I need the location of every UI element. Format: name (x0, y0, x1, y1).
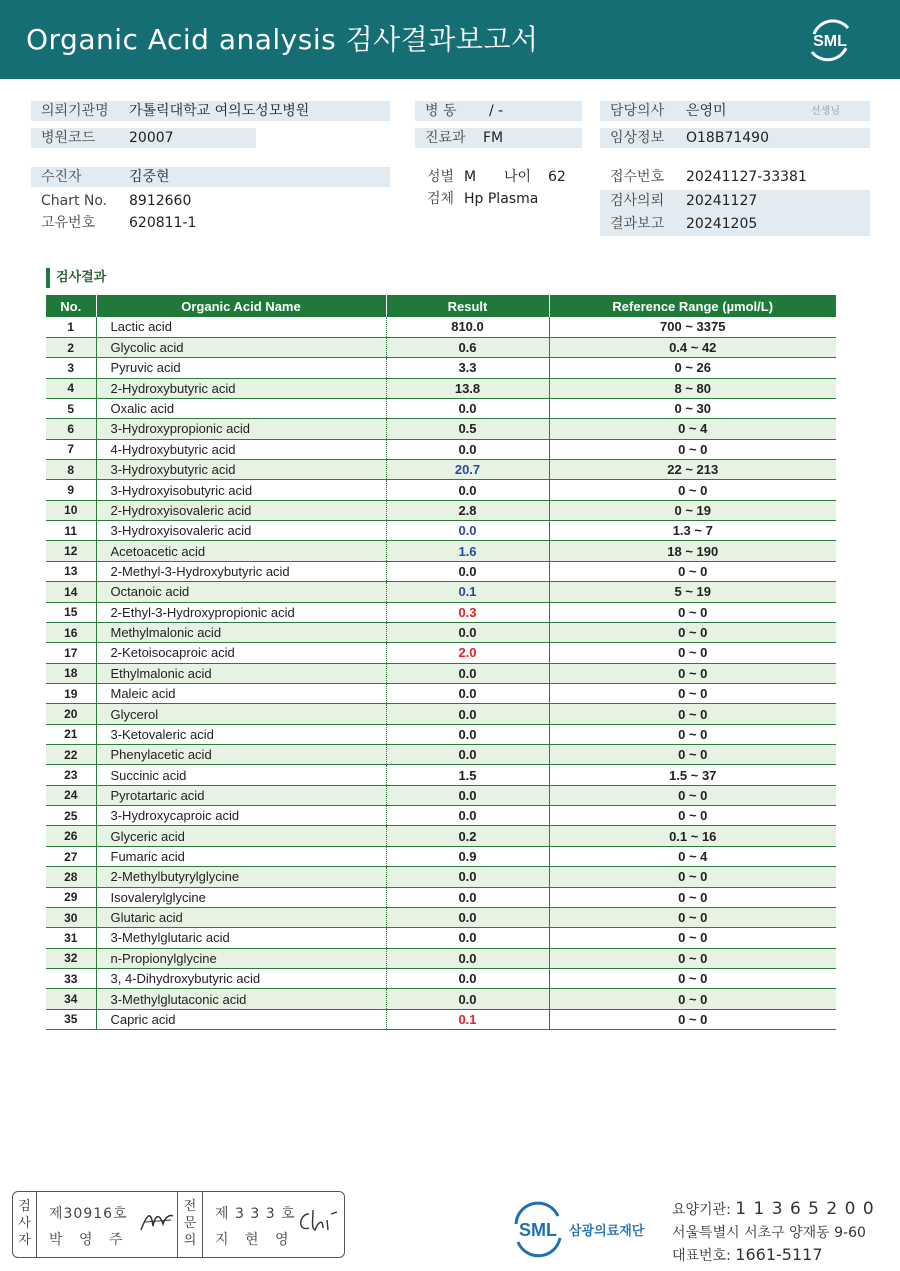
row-number: 8 (46, 460, 96, 480)
table-row (46, 948, 836, 968)
row-number: 13 (46, 561, 96, 581)
doctor-label: 담당의사 (610, 103, 665, 119)
acid-name: 3-Ketovaleric acid (96, 724, 386, 744)
result-value: 1.5 (386, 765, 549, 785)
reference-range: 0 ~ 0 (549, 602, 836, 622)
sex-value: M (464, 169, 477, 185)
table-row (46, 541, 836, 561)
reference-range: 0 ~ 0 (549, 989, 836, 1009)
table-body (46, 317, 836, 1030)
acid-name: Fumaric acid (96, 846, 386, 866)
acid-name: Glycolic acid (96, 337, 386, 357)
age-value: 62 (548, 169, 566, 185)
reference-range: 0 ~ 0 (549, 745, 836, 765)
result-value: 0.0 (386, 806, 549, 826)
reference-range: 0 ~ 0 (549, 928, 836, 948)
footer-address: 서울특별시 서초구 양재동 9-60 (672, 1225, 866, 1241)
row-number: 32 (46, 948, 96, 968)
reference-range: 0 ~ 0 (549, 785, 836, 805)
acid-name: Maleic acid (96, 683, 386, 703)
sex-age-field (415, 167, 582, 187)
table-row (46, 337, 836, 357)
row-number: 17 (46, 643, 96, 663)
result-value: 2.0 (386, 643, 549, 663)
sml-logo-icon (804, 14, 856, 66)
reference-range: 0 ~ 0 (549, 887, 836, 907)
table-row (46, 826, 836, 846)
acid-name: Pyrotartaric acid (96, 785, 386, 805)
result-value: 0.0 (386, 907, 549, 927)
specimen-value: Hp Plasma (464, 191, 539, 207)
acid-name: Glyceric acid (96, 826, 386, 846)
specialist-name: 지 현 영 (215, 1232, 295, 1248)
row-number: 26 (46, 826, 96, 846)
footer-logo-text: SML (519, 1220, 557, 1240)
table-row (46, 317, 836, 337)
table-row (46, 989, 836, 1009)
footer-org-name: 삼광의료재단 (569, 1224, 645, 1239)
report-title: Organic Acid analysis 검사결과보고서 (26, 23, 539, 56)
table-row (46, 969, 836, 989)
request-label: 검사의뢰 (610, 193, 665, 209)
reference-range: 0 ~ 0 (549, 683, 836, 703)
table-row (46, 398, 836, 418)
acid-name: Methylmalonic acid (96, 622, 386, 642)
row-number: 7 (46, 439, 96, 459)
reference-range: 0 ~ 0 (549, 480, 836, 500)
footer-code (672, 1199, 875, 1219)
report-label: 결과보고 (610, 216, 665, 232)
footer-phone (672, 1245, 823, 1265)
acid-name: 3-Methylglutaconic acid (96, 989, 386, 1009)
acid-name: 3, 4-Dihydroxybutyric acid (96, 969, 386, 989)
acid-name: Octanoic acid (96, 582, 386, 602)
receipt-field (600, 167, 870, 187)
table-row (46, 867, 836, 887)
reference-range: 18 ~ 190 (549, 541, 836, 561)
reference-range: 8 ~ 80 (549, 378, 836, 398)
table-row (46, 663, 836, 683)
acid-name: 3-Hydroxypropionic acid (96, 419, 386, 439)
acid-name: 3-Hydroxybutyric acid (96, 460, 386, 480)
result-value: 0.6 (386, 337, 549, 357)
acid-name: Phenylacetic acid (96, 745, 386, 765)
department-value: FM (483, 130, 504, 146)
acid-name: 3-Hydroxycaproic acid (96, 806, 386, 826)
clinical-field (600, 128, 870, 148)
acid-name: 2-Hydroxyisovaleric acid (96, 500, 386, 520)
row-number: 5 (46, 398, 96, 418)
report-value: 20241205 (686, 216, 758, 232)
row-number: 3 (46, 358, 96, 378)
acid-name: Ethylmalonic acid (96, 663, 386, 683)
reference-range: 0 ~ 4 (549, 419, 836, 439)
examiner-title (13, 1192, 37, 1257)
specialist-title (177, 1192, 203, 1257)
reference-range: 700 ~ 3375 (549, 317, 836, 337)
reference-range: 0.1 ~ 16 (549, 826, 836, 846)
unique-label: 고유번호 (41, 215, 96, 231)
institution-value: 가톨릭대학교 여의도성모병원 (129, 103, 310, 119)
logo-text: SML (813, 33, 847, 50)
row-number: 2 (46, 337, 96, 357)
row-number: 22 (46, 745, 96, 765)
table-row (46, 500, 836, 520)
result-value: 0.0 (386, 948, 549, 968)
specimen-field (415, 189, 582, 209)
reference-range: 0 ~ 0 (549, 622, 836, 642)
result-value: 0.0 (386, 704, 549, 724)
clinical-value: O18B71490 (686, 130, 769, 146)
patient-value: 김중현 (129, 169, 170, 185)
specialist-title-text: 전문의 (183, 1199, 197, 1248)
row-number: 19 (46, 683, 96, 703)
row-number: 27 (46, 846, 96, 866)
result-value: 0.1 (386, 1009, 549, 1029)
header-name: Organic Acid Name (96, 295, 386, 317)
table-row (46, 765, 836, 785)
footer-phone-label: 대표번호: (672, 1248, 731, 1264)
sex-label: 성별 (427, 169, 455, 185)
row-number: 31 (46, 928, 96, 948)
doctor-suffix: 선생님 (811, 106, 840, 117)
result-value: 0.0 (386, 561, 549, 581)
unique-field (31, 213, 390, 233)
result-value: 0.0 (386, 663, 549, 683)
result-value: 0.0 (386, 785, 549, 805)
acid-name: 3-Hydroxyisovaleric acid (96, 521, 386, 541)
acid-name: n-Propionylglycine (96, 948, 386, 968)
acid-name: Capric acid (96, 1009, 386, 1029)
result-value: 20.7 (386, 460, 549, 480)
row-number: 23 (46, 765, 96, 785)
result-value: 0.0 (386, 745, 549, 765)
table-row (46, 460, 836, 480)
result-value: 0.0 (386, 398, 549, 418)
row-number: 25 (46, 806, 96, 826)
clinical-label: 임상정보 (610, 130, 665, 146)
acid-name: 2-Ethyl-3-Hydroxypropionic acid (96, 602, 386, 622)
table-row (46, 704, 836, 724)
reference-range: 0.4 ~ 42 (549, 337, 836, 357)
row-number: 6 (46, 419, 96, 439)
ward-value: / - (489, 103, 504, 119)
signature-box (12, 1191, 345, 1258)
reference-range: 1.3 ~ 7 (549, 521, 836, 541)
result-value: 1.6 (386, 541, 549, 561)
table-row (46, 846, 836, 866)
row-number: 29 (46, 887, 96, 907)
result-value: 0.0 (386, 867, 549, 887)
row-number: 12 (46, 541, 96, 561)
acid-name: 2-Hydroxybutyric acid (96, 378, 386, 398)
acid-name: Succinic acid (96, 765, 386, 785)
reference-range: 1.5 ~ 37 (549, 765, 836, 785)
reference-range: 0 ~ 0 (549, 1009, 836, 1029)
result-value: 0.0 (386, 989, 549, 1009)
hospital-code-label: 병원코드 (41, 130, 96, 146)
results-table (46, 295, 836, 1030)
table-row (46, 907, 836, 927)
report-header (0, 0, 900, 79)
table-row (46, 561, 836, 581)
result-value: 0.0 (386, 439, 549, 459)
row-number: 35 (46, 1009, 96, 1029)
result-value: 0.0 (386, 622, 549, 642)
table-row (46, 806, 836, 826)
result-value: 810.0 (386, 317, 549, 337)
table-row (46, 1009, 836, 1029)
reference-range: 0 ~ 0 (549, 439, 836, 459)
doctor-field (600, 101, 870, 121)
ward-label: 병 동 (425, 103, 457, 119)
table-row (46, 785, 836, 805)
reference-range: 0 ~ 0 (549, 663, 836, 683)
row-number: 21 (46, 724, 96, 744)
department-label: 진료과 (425, 130, 466, 146)
chart-value: 8912660 (129, 193, 192, 209)
result-value: 0.0 (386, 521, 549, 541)
table-row (46, 480, 836, 500)
reference-range: 5 ~ 19 (549, 582, 836, 602)
reference-range: 0 ~ 4 (549, 846, 836, 866)
acid-name: 3-Hydroxyisobutyric acid (96, 480, 386, 500)
header-range: Reference Range (µmol/L) (549, 295, 836, 317)
acid-name: 4-Hydroxybutyric acid (96, 439, 386, 459)
footer-phone-value: 1661-5117 (735, 1245, 823, 1264)
table-row (46, 724, 836, 744)
examiner-license: 제30916호 (49, 1206, 128, 1222)
table-header-row (46, 295, 836, 317)
patient-label: 수진자 (41, 169, 82, 185)
acid-name: Oxalic acid (96, 398, 386, 418)
doctor-value: 은영미 (686, 103, 727, 119)
reference-range: 0 ~ 30 (549, 398, 836, 418)
examiner-name: 박 영 주 (49, 1232, 129, 1248)
table-row (46, 643, 836, 663)
row-number: 15 (46, 602, 96, 622)
reference-range: 22 ~ 213 (549, 460, 836, 480)
section-title: 검사결과 (46, 268, 106, 288)
result-value: 0.0 (386, 928, 549, 948)
unique-value: 620811-1 (129, 215, 197, 231)
result-value: 3.3 (386, 358, 549, 378)
receipt-label: 접수번호 (610, 169, 665, 185)
result-value: 0.1 (386, 582, 549, 602)
acid-name: 2-Ketoisocaproic acid (96, 643, 386, 663)
row-number: 30 (46, 907, 96, 927)
table-row (46, 419, 836, 439)
row-number: 1 (46, 317, 96, 337)
result-value: 0.0 (386, 683, 549, 703)
reference-range: 0 ~ 0 (549, 643, 836, 663)
result-value: 0.0 (386, 724, 549, 744)
row-number: 20 (46, 704, 96, 724)
examiner-title-text: 검사자 (18, 1199, 31, 1248)
acid-name: 2-Methylbutyrylglycine (96, 867, 386, 887)
table-row (46, 358, 836, 378)
result-value: 0.9 (386, 846, 549, 866)
request-value: 20241127 (686, 193, 758, 209)
department-field (415, 128, 582, 148)
table-row (46, 928, 836, 948)
chart-field (31, 191, 390, 211)
result-value: 0.0 (386, 480, 549, 500)
row-number: 34 (46, 989, 96, 1009)
row-number: 4 (46, 378, 96, 398)
table-row (46, 683, 836, 703)
row-number: 14 (46, 582, 96, 602)
reference-range: 0 ~ 0 (549, 867, 836, 887)
header-no: No. (46, 295, 96, 317)
hospital-code-field (31, 128, 256, 148)
footer-code-label: 요양기관: (672, 1202, 731, 1218)
reference-range: 0 ~ 0 (549, 561, 836, 581)
reference-range: 0 ~ 0 (549, 948, 836, 968)
reference-range: 0 ~ 0 (549, 969, 836, 989)
acid-name: Acetoacetic acid (96, 541, 386, 561)
reference-range: 0 ~ 0 (549, 806, 836, 826)
chart-label: Chart No. (41, 193, 108, 209)
row-number: 24 (46, 785, 96, 805)
row-number: 28 (46, 867, 96, 887)
result-value: 0.3 (386, 602, 549, 622)
result-value: 2.8 (386, 500, 549, 520)
footer-code-value: 1 1 3 6 5 2 0 0 (735, 1199, 875, 1219)
reference-range: 0 ~ 19 (549, 500, 836, 520)
acid-name: Lactic acid (96, 317, 386, 337)
table-row (46, 582, 836, 602)
institution-field (31, 101, 390, 121)
patient-field (31, 167, 390, 187)
result-value: 0.5 (386, 419, 549, 439)
reference-range: 0 ~ 26 (549, 358, 836, 378)
row-number: 10 (46, 500, 96, 520)
table-row (46, 745, 836, 765)
hospital-code-value: 20007 (129, 130, 174, 146)
row-number: 16 (46, 622, 96, 642)
acid-name: Isovalerylglycine (96, 887, 386, 907)
table-row (46, 622, 836, 642)
result-value: 13.8 (386, 378, 549, 398)
acid-name: 2-Methyl-3-Hydroxybutyric acid (96, 561, 386, 581)
specialist-license: 제 3 3 3 호 (215, 1206, 296, 1222)
result-value: 0.0 (386, 887, 549, 907)
row-number: 11 (46, 521, 96, 541)
acid-name: 3-Methylglutaric acid (96, 928, 386, 948)
age-label: 나이 (504, 169, 532, 185)
row-number: 9 (46, 480, 96, 500)
acid-name: Glutaric acid (96, 907, 386, 927)
table-row (46, 521, 836, 541)
table-row (46, 439, 836, 459)
table-row (46, 602, 836, 622)
ward-field (415, 101, 582, 121)
table-row (46, 378, 836, 398)
reference-range: 0 ~ 0 (549, 724, 836, 744)
acid-name: Pyruvic acid (96, 358, 386, 378)
institution-label: 의뢰기관명 (41, 103, 109, 119)
result-value: 0.2 (386, 826, 549, 846)
reference-range: 0 ~ 0 (549, 907, 836, 927)
receipt-value: 20241127-33381 (686, 169, 807, 185)
result-value: 0.0 (386, 969, 549, 989)
row-number: 33 (46, 969, 96, 989)
request-field (600, 190, 870, 236)
reference-range: 0 ~ 0 (549, 704, 836, 724)
table-row (46, 887, 836, 907)
acid-name: Glycerol (96, 704, 386, 724)
footer-logo-icon (512, 1198, 662, 1258)
header-result: Result (386, 295, 549, 317)
specimen-label: 검체 (427, 191, 455, 207)
row-number: 18 (46, 663, 96, 683)
examiner-signature-icon (137, 1206, 177, 1236)
specialist-signature-icon (295, 1206, 339, 1236)
